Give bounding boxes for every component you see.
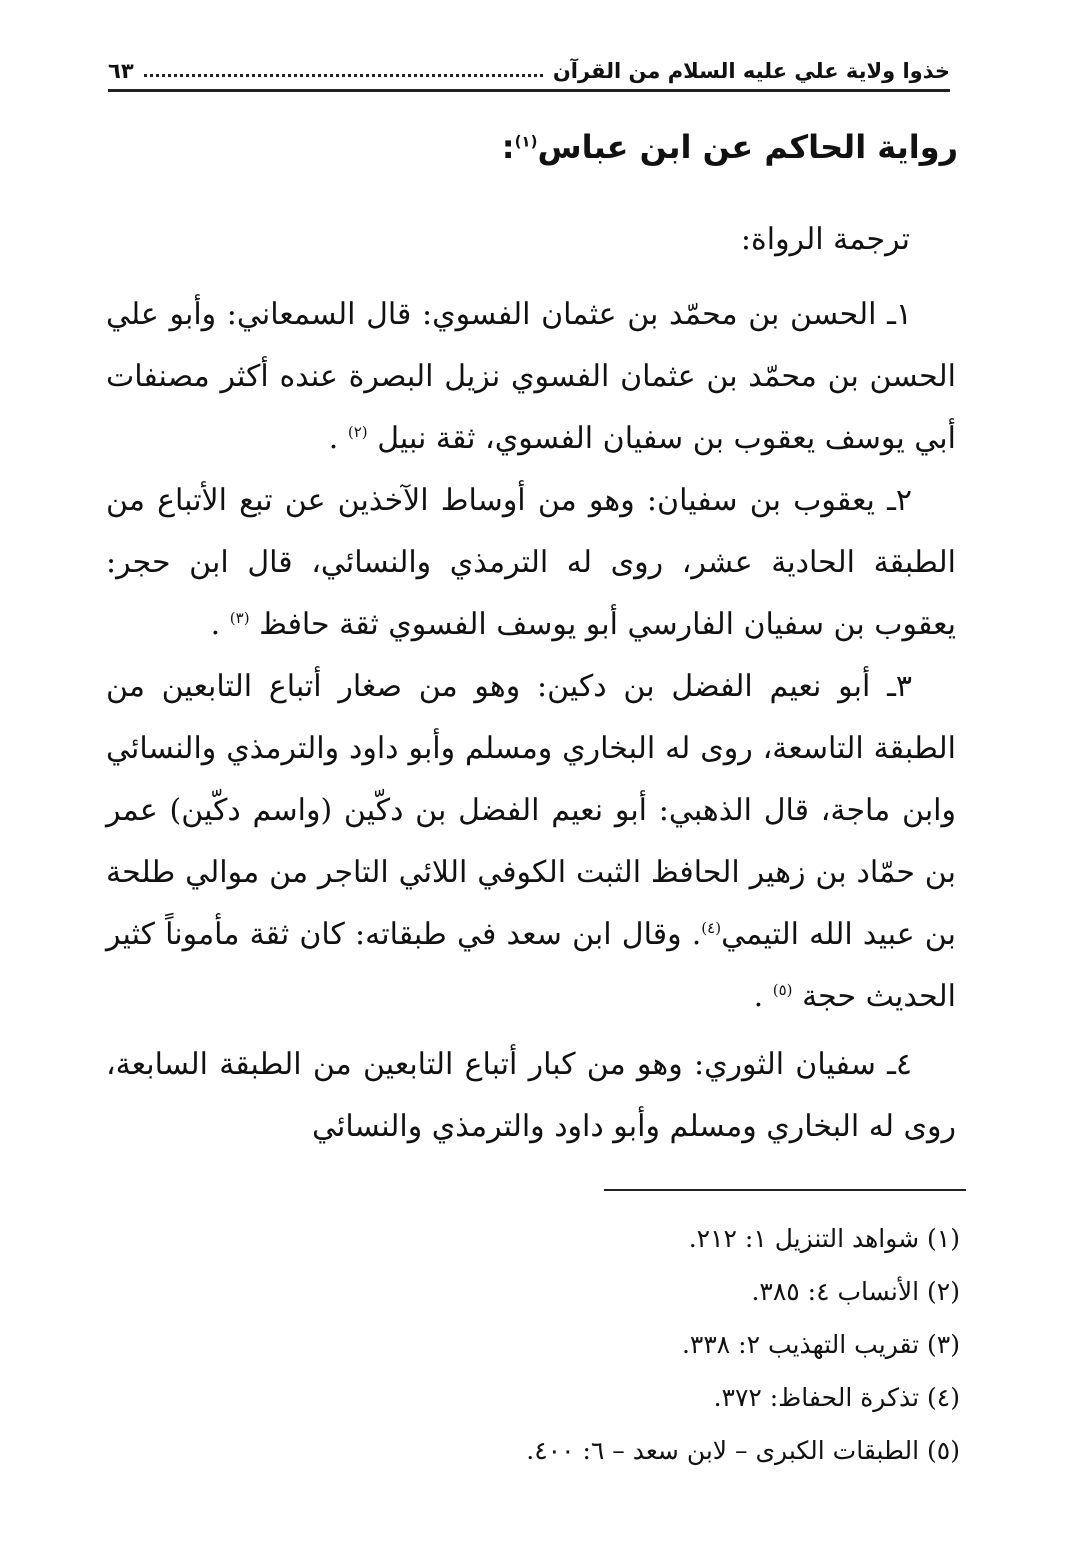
footnote-4: (٤) تذكرة الحفاظ: ٣٧٢. [713, 1383, 960, 1412]
subheading: ترجمة الرواة: [740, 222, 910, 257]
paragraph-3-mid: . وقال ابن سعد في طبقاته: كان ثقة مأموناً كثير الحديث حجة [106, 917, 956, 1014]
footnote-2: (٢) الأنساب ٤: ٣٨٥. [751, 1277, 960, 1306]
paragraph-2-text: ٢ـ يعقوب بن سفيان: وهو من أوساط الآخذين عن تبع الأتباع من الطبقة الحادية عشر، روى له الترمذي والنسائي، قال ابن حجر: يعقوب بن سفيان الفارسي أبو يوسف الفسوي ثقة حافظ [106, 483, 956, 642]
paragraph-2 [106, 470, 956, 656]
paragraph-3-end: . [753, 979, 764, 1014]
body-text [106, 284, 956, 1158]
section-title-text: رواية الحاكم عن ابن عباس [537, 128, 958, 166]
paragraph-2-end: . [210, 607, 221, 642]
footnote-divider [604, 1189, 966, 1191]
footnote-5: (٥) الطبقات الكبرى – لابن سعد – ٦: ٤٠٠. [526, 1436, 960, 1465]
footnote-ref-2[interactable]: (٢) [347, 423, 368, 441]
paragraph-3-text: ٣ـ أبو نعيم الفضل بن دكين: وهو من صغار أتباع التابعين من الطبقة التاسعة، روى له البخاري ومسلم وأبو داود والترمذي والنسائي وابن ماجة، قال الذهبي: أبو نعيم الفضل بن دكّين (واسم دكّين) عمر بن حمّاد بن زهير الحافظ الثبت الكوفي اللائي التاجر من موالي طلحة بن عبيد الله التيمي [106, 669, 956, 952]
footnote-ref-1[interactable]: (١) [514, 132, 538, 151]
paragraph-3 [106, 656, 956, 1028]
running-header [108, 52, 950, 92]
footnote-ref-3[interactable]: (٣) [229, 609, 250, 627]
paragraph-1-text: ١ـ الحسن بن محمّد بن عثمان الفسوي: قال السمعاني: وأبو علي الحسن بن محمّد بن عثمان الفسوي نزيل البصرة عنده أكثر مصنفات أبي يوسف يعقوب بن سفيان الفسوي، ثقة نبيل [106, 297, 956, 456]
footnotes [360, 1212, 960, 1477]
footnote-ref-4[interactable]: (٤) [701, 919, 722, 937]
footnote-1: (١) شواهد التنزيل ١: ٢١٢. [688, 1224, 960, 1253]
section-title [502, 128, 958, 166]
header-dotted-leader [144, 64, 543, 77]
paragraph-4 [106, 1034, 956, 1158]
paragraph-4-text: ٤ـ سفيان الثوري: وهو من كبار أتباع التابعين من الطبقة السابعة، روى له البخاري ومسلم وأبو داود والترمذي والنسائي [106, 1047, 956, 1144]
footnote-ref-5[interactable]: (٥) [772, 981, 793, 999]
header-title: خذوا ولاية علي عليه السلام من القرآن [552, 58, 950, 83]
section-title-colon: : [501, 128, 515, 166]
paragraph-1 [106, 284, 956, 470]
page-number: ٦٣ [108, 58, 134, 83]
paragraph-1-end: . [328, 421, 339, 456]
footnote-3: (٣) تقريب التهذيب ٢: ٣٣٨. [681, 1330, 960, 1359]
